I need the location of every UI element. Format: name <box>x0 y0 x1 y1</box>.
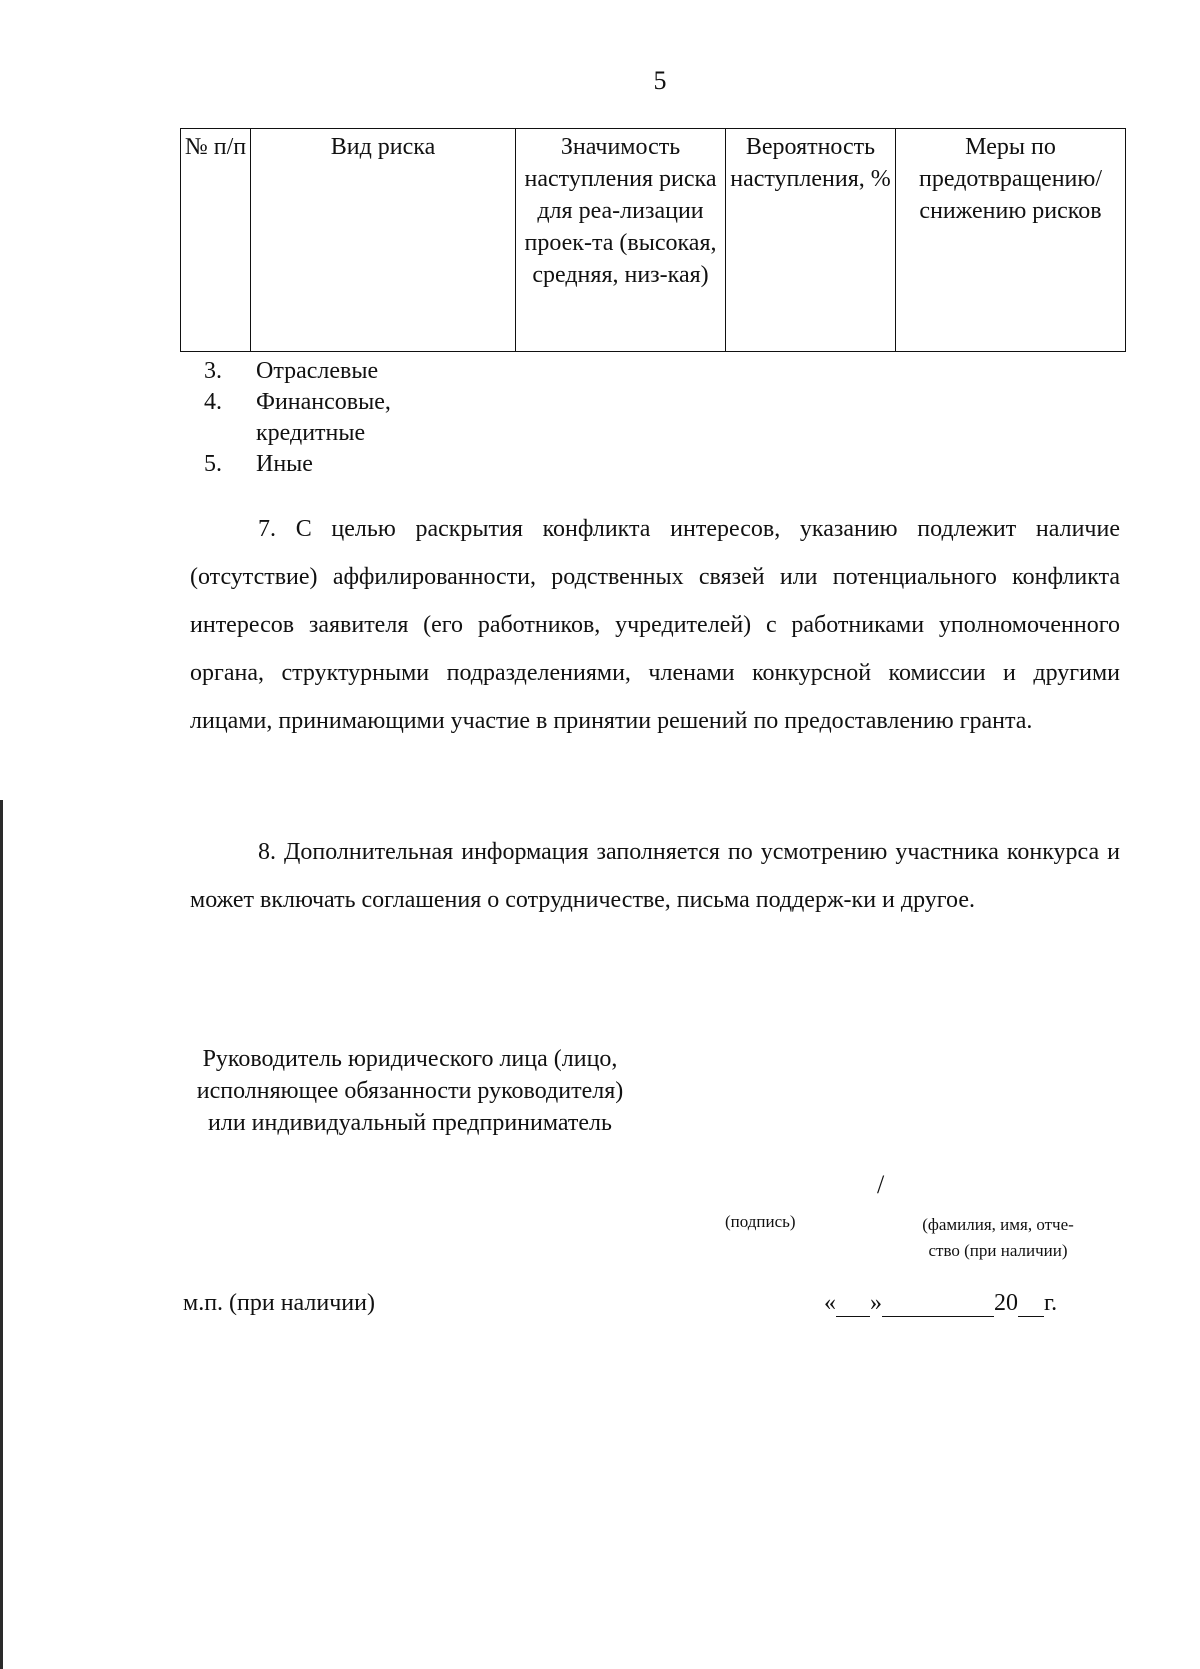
date-line <box>824 1290 1057 1317</box>
list-item <box>180 356 680 387</box>
header-risk-type: Вид риска <box>251 129 516 352</box>
date-suffix: г. <box>1044 1290 1058 1316</box>
row-number: 4. <box>204 389 222 415</box>
list-item <box>180 387 680 449</box>
row-text: Отраслевые <box>256 358 379 384</box>
row-number: 5. <box>204 451 222 477</box>
row-text: Финансовые, кредитные <box>256 389 391 446</box>
page-number: 5 <box>653 66 667 95</box>
list-item <box>180 449 680 480</box>
row-number: 3. <box>204 358 222 384</box>
paragraph-additional-info: 8. Дополнительная информация заполняется по усмотрению участника конкурса и может включать соглашения о сотрудничестве, письма поддерж-ки и другое. <box>190 839 1120 913</box>
header-significance: Значимость наступления риска для реа-лизации проек-та (высокая, средняя, низ-кая) <box>516 129 726 352</box>
paragraph-conflict-of-interest: 7. С целью раскрытия конфликта интересов, указанию подлежит наличие (отсутствие) аффилированности, родственных связей или потенциального конфликта интересов заявителя (его работников, учредителей) с работниками уполномоченного органа, структурными подразделениями, членами конкурсной комиссии и другими лицами, принимающими участие в принятии решений по предоставлению гранта. <box>190 516 1120 734</box>
risk-table-header-row <box>181 129 1126 352</box>
date-open-quote: « <box>824 1290 836 1316</box>
risk-rows-list <box>180 356 680 480</box>
year-blank[interactable] <box>1018 1290 1044 1317</box>
header-measures: Меры по предотвращению/ снижению рисков <box>896 129 1126 352</box>
day-blank[interactable] <box>836 1290 870 1317</box>
month-blank[interactable] <box>882 1290 994 1317</box>
signature-caption: (подпись) <box>725 1212 796 1231</box>
header-number: № п/п <box>181 129 251 352</box>
risk-table <box>180 128 1126 352</box>
date-century: 20 <box>994 1290 1018 1316</box>
stamp-label: м.п. (при наличии) <box>183 1290 375 1316</box>
date-close-quote: » <box>870 1290 882 1316</box>
scan-edge-shadow <box>0 800 3 1669</box>
signature-separator: / <box>877 1170 885 1199</box>
row-text: Иные <box>256 451 313 477</box>
signer-title: Руководитель юридического лица (лицо, исполняющее обязанности руководителя) или индивидуальный предприниматель <box>196 1046 624 1136</box>
header-probability: Вероятность наступления, % <box>726 129 896 352</box>
name-caption: (фамилия, имя, отче-ство (при наличии) <box>922 1215 1074 1260</box>
